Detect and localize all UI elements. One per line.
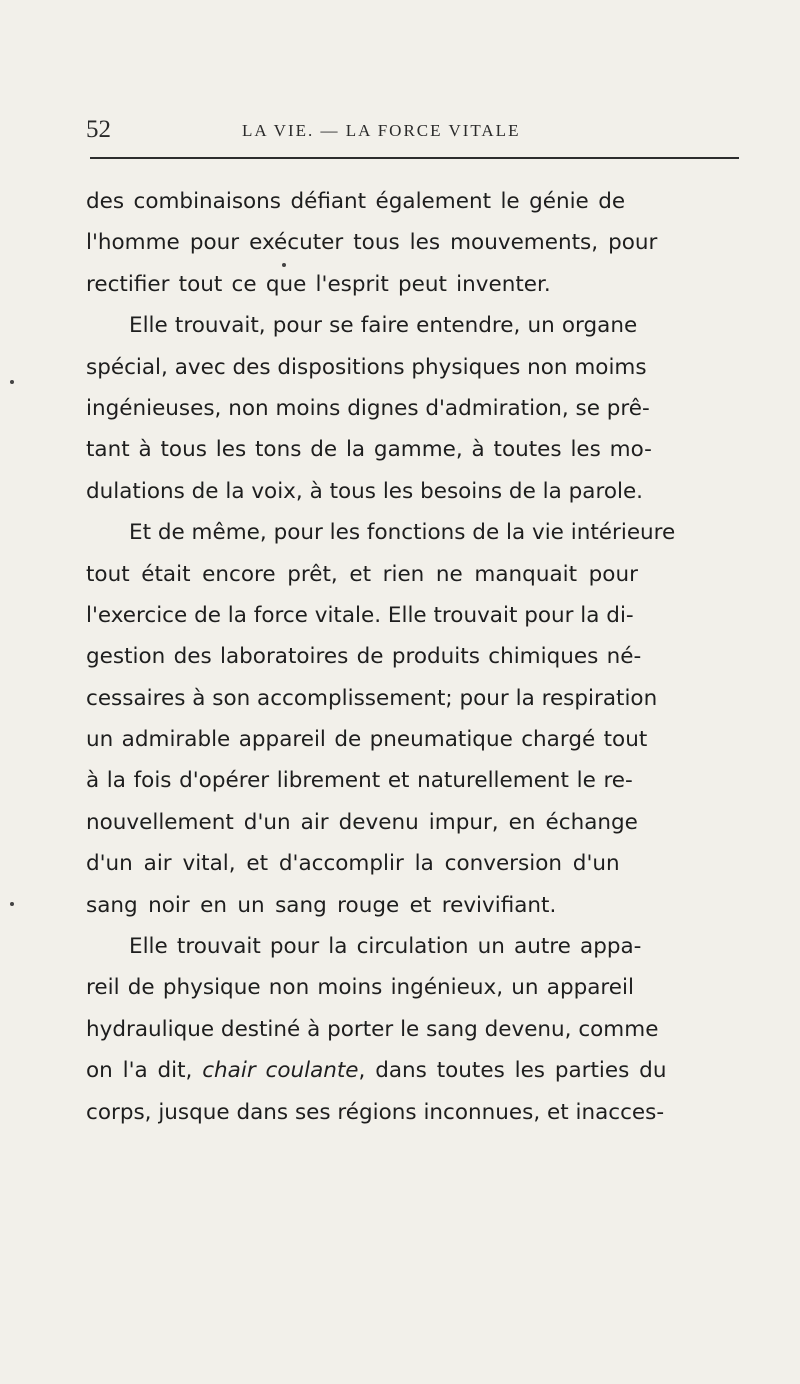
text-line: sang noir en un sang rouge et revivifiant.	[86, 892, 557, 918]
text-line: des combinaisons défiant également le génie de	[86, 189, 626, 214]
text-line: rectifier tout ce que l'esprit peut inventer.	[86, 271, 551, 297]
text-line: dulations de la voix, à tous les besoins de la parole.	[86, 478, 644, 504]
text-line: corps, jusque dans ses régions inconnues, et inacces-	[86, 1099, 665, 1125]
text-line: nouvellement d'un air devenu impur, en échange	[86, 809, 638, 835]
text-line: Elle trouvait, pour se faire entendre, un organe	[129, 313, 638, 339]
text-line: à la fois d'opérer librement et naturellement le re-	[86, 768, 633, 794]
page-header	[86, 116, 741, 146]
text-segment: , dans toutes les parties du	[358, 1058, 667, 1084]
text-line: ingénieuses, non moins dignes d'admiration, se prê-	[86, 395, 650, 421]
header-rule	[90, 157, 739, 159]
body-text	[86, 181, 746, 1133]
running-title: LA VIE. — LA FORCE VITALE	[242, 121, 521, 140]
text-line: un admirable appareil de pneumatique chargé tout	[86, 727, 648, 753]
text-line: Elle trouvait pour la circulation un autre appa-	[129, 934, 642, 960]
italic-phrase: chair coulante	[202, 1058, 359, 1084]
ink-speck	[282, 263, 286, 267]
text-line: l'exercice de la force vitale. Elle trouvait pour la di-	[86, 602, 634, 628]
text-line: hydraulique destiné à porter le sang devenu, comme	[86, 1016, 659, 1042]
text-segment: on l'a dit,	[86, 1058, 203, 1084]
text-line: Et de même, pour les fonctions de la vie intérieure	[129, 520, 676, 546]
ink-speck	[10, 902, 14, 906]
text-line: gestion des laboratoires de produits chimiques né-	[86, 644, 642, 670]
text-line: tant à tous les tons de la gamme, à toutes les mo-	[86, 437, 652, 463]
text-line: l'homme pour exécuter tous les mouvements, pour	[86, 230, 658, 256]
text-line	[86, 1050, 746, 1091]
text-line: reil de physique non moins ingénieux, un appareil	[86, 975, 634, 1001]
text-line: cessaires à son accomplissement; pour la respiration	[86, 685, 658, 711]
ink-speck	[10, 380, 14, 384]
text-line: tout était encore prêt, et rien ne manquait pour	[86, 561, 638, 587]
text-line: spécial, avec des dispositions physiques non moims	[86, 354, 647, 380]
page-number: 52	[86, 116, 111, 143]
text-line: d'un air vital, et d'accomplir la conversion d'un	[86, 851, 620, 877]
